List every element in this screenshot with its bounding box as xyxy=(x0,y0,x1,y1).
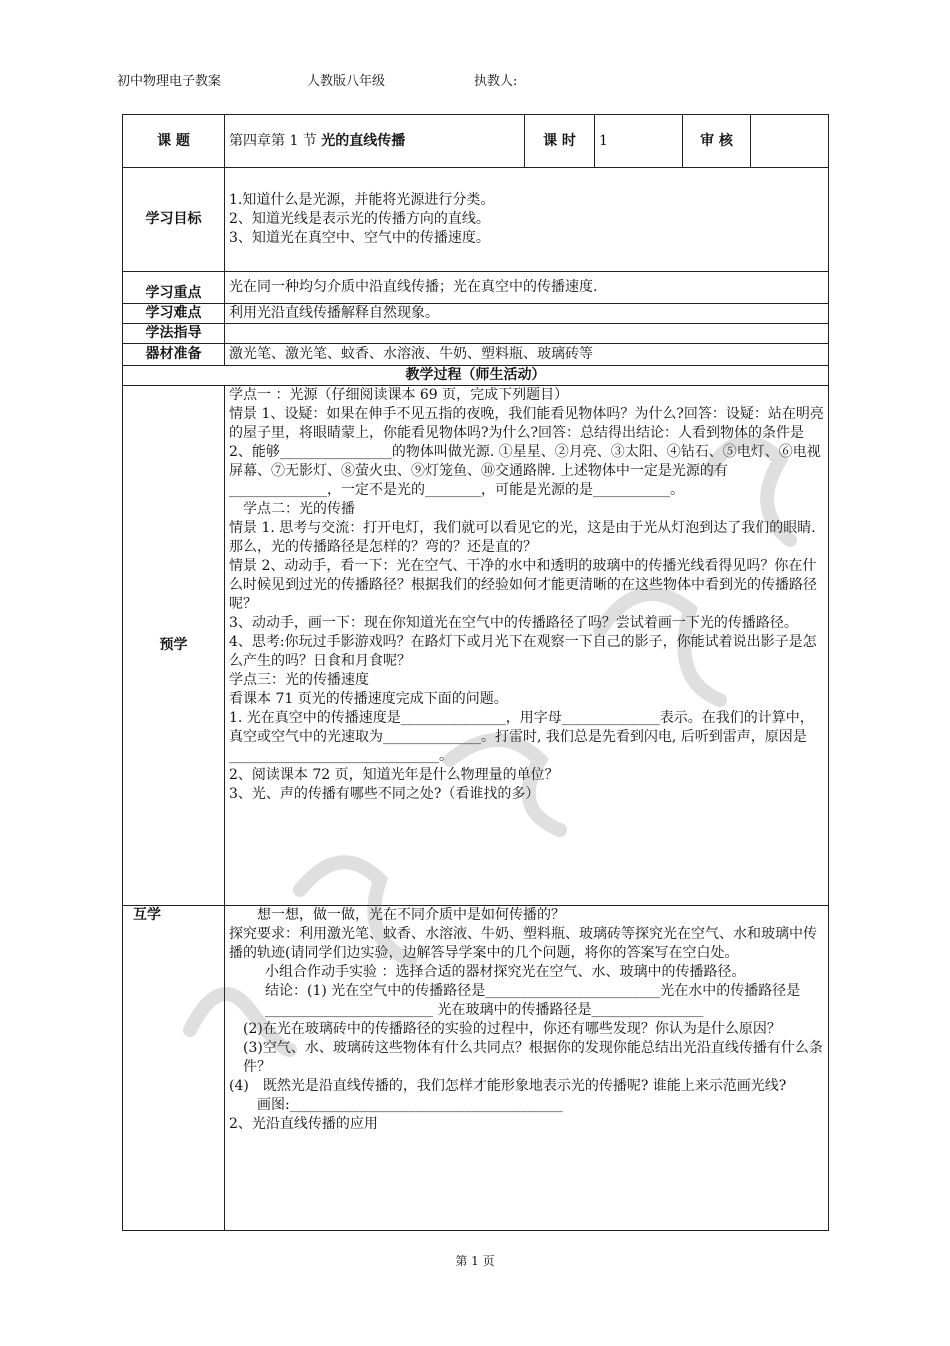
goals-cell xyxy=(225,168,829,272)
interact-line: 画图:_______________________________________ xyxy=(257,1097,563,1113)
key-label: 学习重点 xyxy=(123,272,225,304)
difficulty-text: 利用光沿直线传播解释自然现象。 xyxy=(225,304,829,324)
method-text xyxy=(225,324,829,344)
topic-label: 课 题 xyxy=(123,115,225,168)
review-label: 审 核 xyxy=(683,115,751,168)
preview-label: 预学 xyxy=(123,386,225,906)
preview-line: 3、动动手，画一下：现在你知道光在空气中的传播路径了吗？尝试着画一下光的传播路径。 xyxy=(229,615,798,631)
topic-title: 光的直线传播 xyxy=(321,132,406,149)
preview-cell xyxy=(225,386,829,906)
interact-line: 小组合作动手实验 ：选择合适的器材探究光在空气、水、玻璃中的传播路径。 xyxy=(265,964,746,980)
interact-line: (3)空气、水、玻璃砖这些物体有什么共同点？根据你的发现你能总结出光沿直线传播有什么条件？ xyxy=(243,1040,823,1075)
equipment-text: 激光笔、激光笔、蚊香、水溶液、牛奶、塑料瓶、玻璃砖等 xyxy=(225,344,829,366)
review-value xyxy=(751,115,829,168)
interact-line: 探究要求：利用激光笔、蚊香、水溶液、牛奶、塑料瓶、玻璃砖等探究光在空气、水和玻璃中传播的轨迹(请同学们边实验，边解答导学案中的几个问题，将你的答案写在空白处。 xyxy=(229,926,817,961)
goal-3: 3、知道光在真空中、空气中的传播速度。 xyxy=(229,230,490,246)
equipment-label: 器材准备 xyxy=(123,344,225,366)
interact-cell xyxy=(225,906,829,1231)
process-title: 教学过程（师生活动） xyxy=(123,366,829,386)
topic-cell xyxy=(225,115,525,168)
interact-line: (4) 既然光是沿直线传播的，我们怎样才能形象地表示光的传播呢? 谁能上来示范画光线? xyxy=(229,1078,787,1094)
interact-line: 想一想，做一做，光在不同介质中是如何传播的？ xyxy=(257,907,565,923)
edition-label: 人教版八年级 xyxy=(307,74,386,89)
key-text: 光在同一种均匀介质中沿直线传播；光在真空中的传播速度. xyxy=(225,272,829,304)
period-label: 课 时 xyxy=(525,115,595,168)
goal-1: 1.知道什么是光源，并能将光源进行分类。 xyxy=(229,192,495,208)
interact-line: (2)在光在玻璃砖中的传播路径的实验的过程中，你还有哪些发现？你认为是什么原因？ xyxy=(243,1021,781,1037)
interact-line: 2、光沿直线传播的应用 xyxy=(229,1116,378,1132)
teacher-label: 执教人: xyxy=(474,74,518,89)
preview-line: 情景 2、动动手，看一下：光在空气、干净的水中和透明的玻璃中的传播光线看得见吗？你在什么时候见到过光的传播路径？根据我们的经验如何才能更清晰的在这些物体中看到光的传播路径呢？ xyxy=(229,558,817,612)
preview-line: 3、光、声的传播有哪些不同之处?（看谁找的多） xyxy=(229,786,540,802)
preview-line: 2、能够________________的物体叫做光源. ①星星、②月亮、③太阳、④钻石、⑤电灯、⑥电视屏幕、⑦无影灯、⑧萤火虫、⑨灯笼鱼、⑩交通路牌. 上述物体中一定是光源的有______________，一定不是光的________，可能是光源的是___________。 xyxy=(229,444,821,498)
course-title: 初中物理电子教案 xyxy=(117,74,222,89)
interact-line: 结论：(1) 光在空气中的传播路径是_________________________光在水中的传播路径是________________________ 光在玻璃中的传播路径是________________ xyxy=(265,983,801,1018)
method-label: 学法指导 xyxy=(123,324,225,344)
preview-line: 学点二：光的传播 xyxy=(243,501,355,517)
difficulty-label: 学习难点 xyxy=(123,304,225,324)
preview-line: 看课本 71 页光的传播速度完成下面的问题。 xyxy=(229,691,508,707)
preview-line: 情景 1、设疑：如果在伸手不见五指的夜晚，我们能看见物体吗？为什么?回答：设疑：站在明亮的屋子里，将眼睛蒙上，你能看见物体吗?为什么?回答：总结得出结论：人看到物体的条件是 xyxy=(229,406,824,441)
preview-line: 情景 1. 思考与交流：打开电灯，我们就可以看见它的光，这是由于光从灯泡到达了我们的眼睛. 那么，光的传播路径是怎样的？弯的？还是直的？ xyxy=(229,520,816,555)
interact-label: 互学 xyxy=(123,906,225,1231)
preview-line: 4、思考:你玩过手影游戏吗？在路灯下或月光下在观察一下自己的影子，你能试着说出影子是怎么产生的吗？日食和月食呢？ xyxy=(229,634,817,669)
preview-line: 1. 光在真空中的传播速度是_______________，用字母______________表示。在我们的计算中，真空或空气中的光速取为______________。打雷时, 我们总是先看到闪电, 后听到雷声，原因是______________________________。 xyxy=(229,710,814,764)
lesson-plan-table xyxy=(122,114,829,1231)
preview-line: 2、阅读课本 72 页，知道光年是什么物理量的单位？ xyxy=(229,767,559,783)
preview-line: 学点三：光的传播速度 xyxy=(229,672,369,688)
preview-line: 学点一 ：光源（仔细阅读课本 69 页，完成下列题目） xyxy=(229,387,569,403)
goal-2: 2、知道光线是表示光的传播方向的直线。 xyxy=(229,211,490,227)
page-number: 第 1 页 xyxy=(455,1254,495,1268)
period-value: 1 xyxy=(595,115,683,168)
topic-prefix: 第四章第 1 节 xyxy=(229,132,317,149)
goals-label: 学习目标 xyxy=(123,168,225,272)
